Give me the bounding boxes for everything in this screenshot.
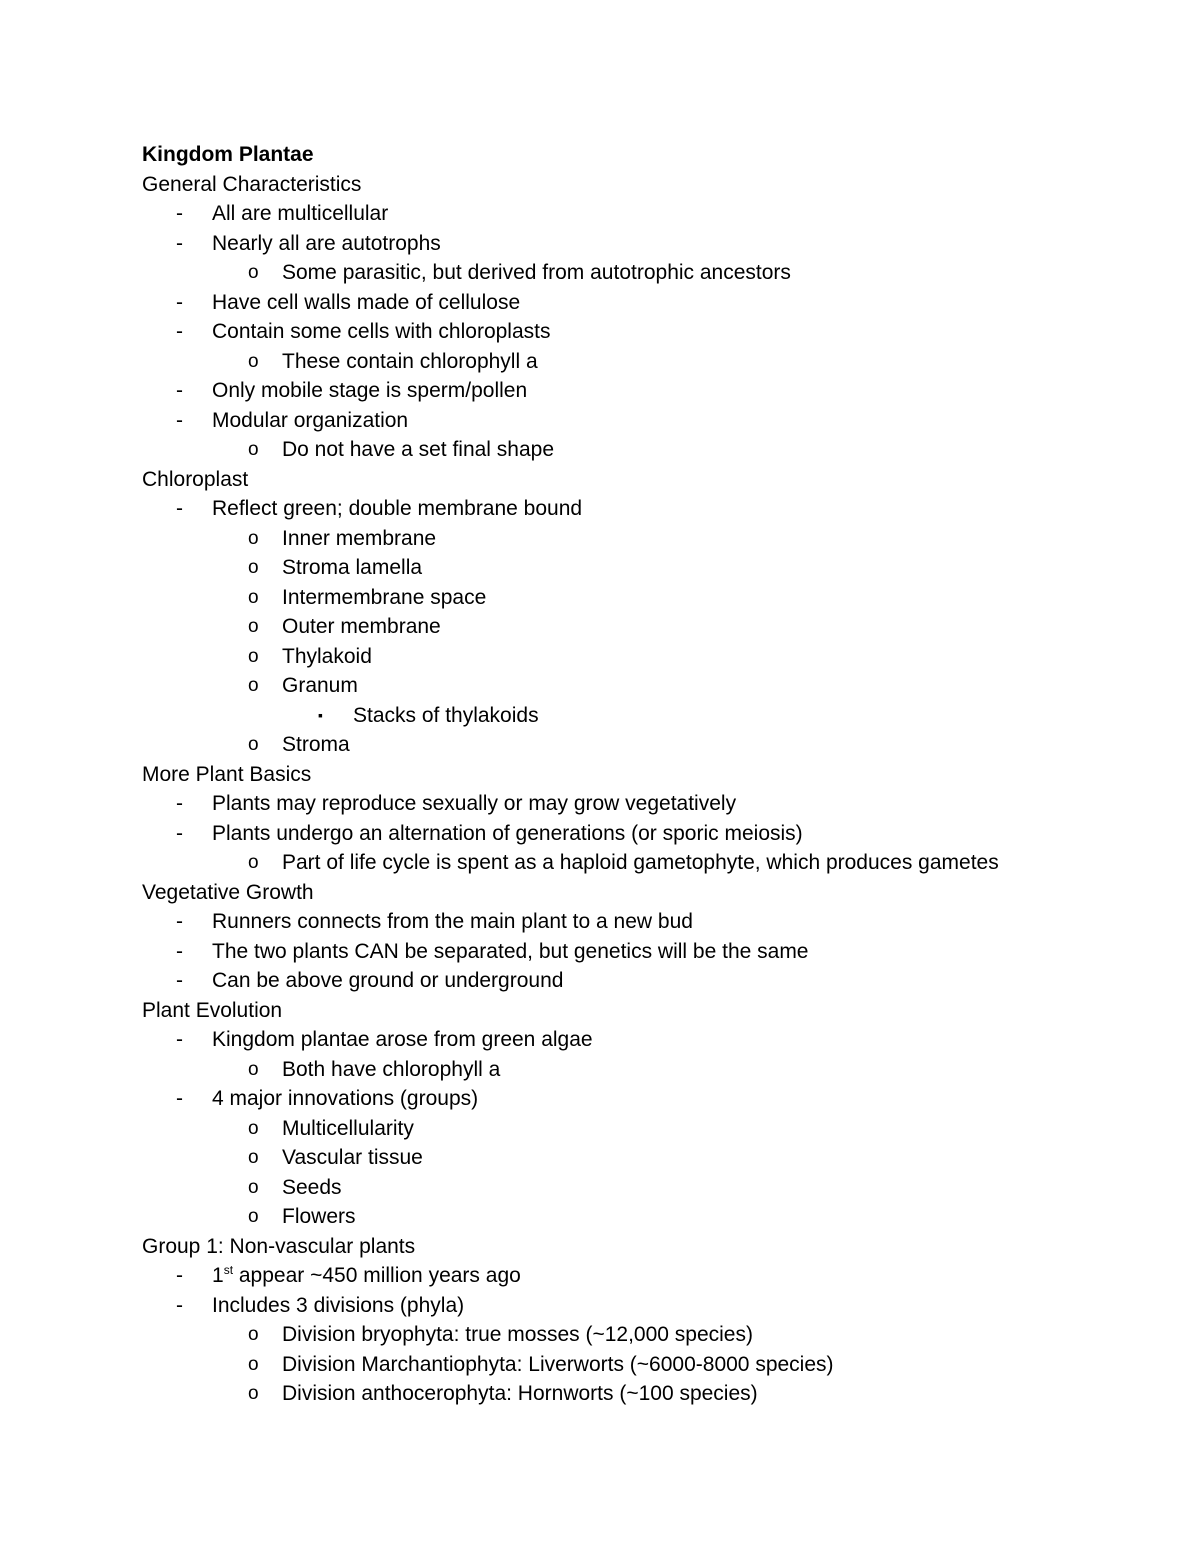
line-text [282,642,372,672]
text-run: Kingdom plantae arose from green algae [212,1028,593,1051]
circle-bullet: o [248,1324,259,1345]
text-run: More Plant Basics [142,762,312,786]
line-text [282,435,554,465]
line-text [282,730,350,760]
text-run: 4 major innovations (groups) [212,1087,479,1110]
dash-bullet: - [176,202,183,225]
text-run: Chloroplast [142,467,249,491]
text-run: Contain some cells with chloroplasts [212,320,551,343]
circle-bullet: o [248,1176,259,1198]
list-item [142,229,1142,259]
line-text [282,848,999,878]
line-text [212,199,388,229]
line-text [212,1261,521,1291]
dash-bullet: - [176,1028,183,1051]
dash-bullet: - [176,408,183,432]
line-text [212,229,441,259]
list-item [142,701,1142,731]
circle-bullet: o [248,616,259,637]
circle-bullet: o [248,1383,259,1404]
text-run: Thylakoid [282,644,372,668]
list-item [142,1055,1142,1085]
text-run: appear ~450 million years ago [233,1264,521,1287]
list-item [142,966,1142,996]
section-heading [142,1232,1142,1262]
text-run: Division anthocerophyta: Hornworts (~100 species) [282,1382,758,1405]
text-run: Stacks of thylakoids [353,703,539,727]
dash-bullet: - [176,497,183,520]
line-text [212,789,736,819]
list-item [142,1202,1142,1232]
line-text [282,524,436,554]
text-run: Stroma lamella [282,556,423,579]
circle-bullet: o [248,557,259,578]
line-text [212,966,563,996]
dash-bullet: - [176,821,183,845]
list-item [142,671,1142,701]
list-item [142,612,1142,642]
text-run: Plants undergo an alternation of generations (or sporic meiosis) [212,821,803,845]
list-item [142,317,1142,347]
superscript: st [223,1263,234,1277]
text-run: Part of life cycle is spent as a haploid gametophyte, which produces gametes [282,851,999,874]
line-text [212,819,803,849]
line-text [282,1379,758,1409]
dash-bullet: - [176,290,183,314]
line-text [212,288,520,318]
text-run: Inner membrane [282,526,437,550]
text-run: Division Marchantiophyta: Liverworts (~6000-8000 species) [282,1352,834,1376]
document-title [142,140,1142,170]
list-item [142,1261,1142,1291]
line-text [282,258,791,288]
text-run: Outer membrane [282,615,441,638]
section-heading [142,878,1142,908]
section-heading [142,760,1142,790]
list-item [142,435,1142,465]
list-item [142,789,1142,819]
text-run: Plant Evolution [142,998,283,1022]
line-text [282,1114,414,1144]
list-item [142,406,1142,436]
text-run: Modular organization [212,408,409,432]
text-run: 1 [212,1264,224,1287]
text-run: Have cell walls made of cellulose [212,290,521,314]
text-run: Can be above ground or underground [212,969,564,992]
line-text [212,1025,593,1055]
circle-bullet: o [248,1353,259,1375]
text-run: Some parasitic, but derived from autotrophic ancestors [282,261,791,284]
dash-bullet: - [176,231,183,255]
text-run: Reflect green; double membrane bound [212,497,583,520]
list-item [142,907,1142,937]
text-run: Stroma [282,733,350,756]
line-text [282,1143,423,1173]
line-text [282,1350,834,1380]
list-item [142,1143,1142,1173]
list-item [142,1350,1142,1380]
text-run: General Characteristics [142,172,362,196]
line-text [142,143,314,166]
text-run: Multicellularity [282,1116,414,1140]
dash-bullet: - [176,1293,183,1317]
line-text [282,671,358,701]
dash-bullet: - [176,792,183,815]
line-text [282,1320,753,1350]
line-text [212,1084,478,1114]
list-item [142,553,1142,583]
line-text [142,1235,415,1258]
list-item [142,1084,1142,1114]
circle-bullet: o [248,1117,259,1139]
line-text [142,999,282,1022]
text-run: Division bryophyta: true mosses (~12,000 species) [282,1323,753,1346]
line-text [353,701,539,731]
dash-bullet: - [176,1087,183,1110]
list-item [142,819,1142,849]
section-heading [142,465,1142,495]
list-item [142,376,1142,406]
text-run: Granum [282,674,358,697]
circle-bullet: o [248,350,259,372]
text-run: Runners connects from the main plant to a new bud [212,910,693,933]
circle-bullet: o [248,675,259,696]
text-run: Nearly all are autotrophs [212,231,441,255]
circle-bullet: o [248,734,259,755]
document-page [142,140,1142,1409]
text-run: These contain chlorophyll a [282,349,538,373]
line-text [212,406,408,436]
text-run: Flowers [282,1205,356,1228]
line-text [282,1055,500,1085]
list-item [142,1291,1142,1321]
dash-bullet: - [176,1264,183,1287]
dash-bullet: - [176,939,183,963]
list-item [142,524,1142,554]
text-run: Group 1: Non-vascular plants [142,1234,416,1258]
text-run: Plants may reproduce sexually or may grow vegetatively [212,792,737,815]
section-heading [142,996,1142,1026]
text-run: Both have chlorophyll a [282,1057,501,1081]
dash-bullet: - [176,379,183,402]
list-item [142,642,1142,672]
text-run: Vascular tissue [282,1146,423,1169]
line-text [282,553,422,583]
line-text [282,347,538,377]
list-item [142,199,1142,229]
line-text [282,612,441,642]
line-text [212,1291,464,1321]
line-text [212,494,582,524]
text-run: Includes 3 divisions (phyla) [212,1293,465,1317]
line-text [212,376,527,406]
section-heading [142,170,1142,200]
circle-bullet: o [248,852,259,873]
dash-bullet: - [176,969,183,992]
circle-bullet: o [248,439,259,460]
line-text [282,1202,356,1232]
list-item [142,1114,1142,1144]
list-item [142,730,1142,760]
circle-bullet: o [248,262,259,283]
dash-bullet: - [176,320,183,343]
list-item [142,347,1142,377]
circle-bullet: o [248,645,259,667]
line-text [212,317,550,347]
circle-bullet: o [248,1147,259,1168]
list-item [142,258,1142,288]
list-item [142,848,1142,878]
text-run: Kingdom Plantae [142,143,314,166]
text-run: Intermembrane space [282,585,487,609]
text-run: Vegetative Growth [142,880,314,904]
circle-bullet: o [248,1058,259,1080]
list-item [142,1173,1142,1203]
line-text [142,468,248,491]
list-item [142,1320,1142,1350]
line-text [212,937,809,967]
square-bullet: ▪ [318,706,323,723]
list-item [142,1379,1142,1409]
line-text [142,763,311,786]
list-item [142,288,1142,318]
line-text [142,881,314,904]
text-run: Do not have a set final shape [282,438,555,461]
list-item [142,583,1142,613]
line-text [142,173,361,196]
list-item [142,1025,1142,1055]
line-text [282,583,486,613]
text-run: Seeds [282,1175,342,1199]
line-text [212,907,693,937]
circle-bullet: o [248,527,259,549]
list-item [142,494,1142,524]
list-item [142,937,1142,967]
circle-bullet: o [248,586,259,608]
text-run: All are multicellular [212,202,389,225]
line-text [282,1173,342,1203]
text-run: The two plants CAN be separated, but genetics will be the same [212,939,809,963]
text-run: Only mobile stage is sperm/pollen [212,379,528,402]
dash-bullet: - [176,910,183,933]
circle-bullet: o [248,1206,259,1227]
